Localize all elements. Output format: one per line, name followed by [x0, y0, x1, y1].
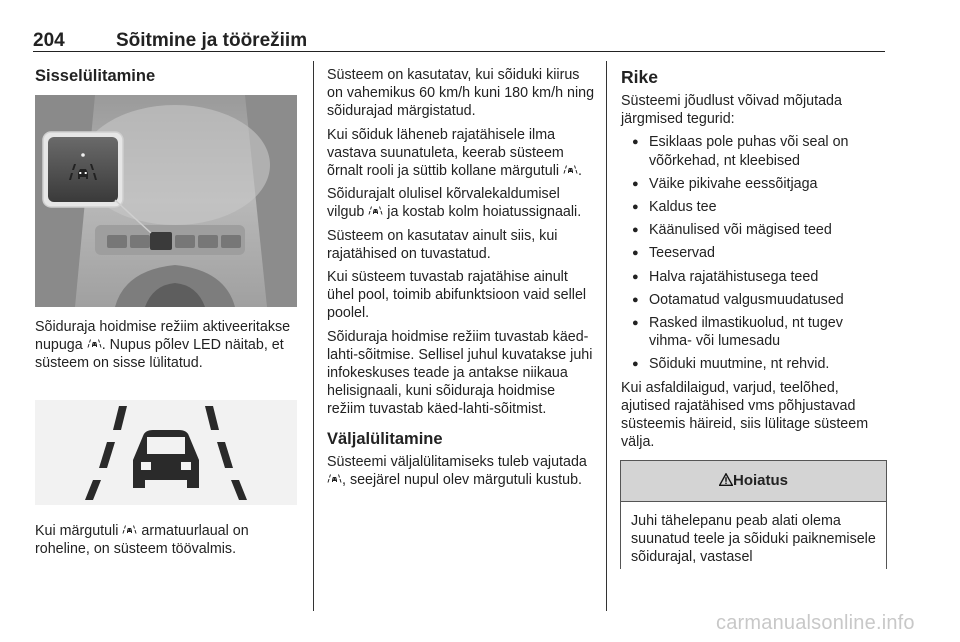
warning-header	[621, 461, 886, 502]
warning-box	[620, 460, 887, 569]
warning-triangle-icon	[719, 473, 733, 486]
page-title: Sõitmine ja töörežiim	[116, 30, 308, 51]
column-1-text-2	[35, 522, 300, 563]
column-3	[621, 66, 887, 456]
paragraph: Sõiduraja hoidmise režiim tuvastab käed-lahti-sõitmise. Sellisel juhul kuvatakse juhi infokeskuses teade ja antakse niikaua helisignaali, kuni sõiduraja hoidmise režiim tuvastab käed-lahti-sõitmist.	[327, 328, 593, 418]
list-item: ● Halva rajatähistusega teed	[621, 268, 887, 286]
paragraph: Kui sõiduk läheneb rajatähisele ilma vastava suunatuleta, keerab süsteem õrnalt rooli ja süttib kollane märgutuli .	[327, 126, 583, 180]
column-divider	[313, 61, 314, 611]
lane-keep-icon	[87, 339, 102, 350]
column-divider	[606, 61, 607, 611]
lane-keep-symbol-figure	[35, 400, 297, 505]
paragraph: Sõidurajalt olulisel kõrvalekaldumisel vilgub ja kostab kolm hoiatussignaali.	[327, 186, 582, 221]
list-item: ● Teeservad	[621, 244, 887, 262]
list-item: ● Käänulised või mägised teed	[621, 221, 887, 239]
ready-paragraph: Kui märgutuli armatuurlaual on roheline, on süsteem töövalmis.	[35, 523, 249, 558]
dashboard-button-photo	[35, 95, 297, 307]
paragraph: Kui asfaldilaigud, varjud, teelõhed, ajutised rajatähised vms põhjustavad süsteemis häireid, siis lülitage süsteem välja.	[621, 379, 869, 451]
column-2	[327, 66, 595, 494]
section-heading-deactivation: Väljalülitamine	[327, 429, 443, 448]
list-item: ● Ootamatud valgusmuudatused	[621, 291, 887, 309]
lane-keep-icon	[563, 165, 578, 176]
list-item: ● Rasked ilmastikuolud, nt tugev vihma- või lumesadu	[621, 314, 887, 350]
lane-keep-icon	[35, 400, 297, 505]
activation-paragraph: Sõiduraja hoidmise režiim aktiveeritakse nupuga . Nupus põlev LED näitab, et süsteem on sisse lülitatud.	[35, 319, 291, 372]
warning-text: Juhi tähelepanu peab alati olema suunatud teele ja sõiduki paiknemisele sõidurajal, vastasel	[631, 513, 876, 566]
warning-title: Hoiatus	[732, 472, 788, 489]
list-item: ● Väike pikivahe eessõitjaga	[621, 175, 887, 193]
page-header	[33, 30, 885, 52]
list-item: ● Kaldus tee	[621, 198, 887, 216]
column-1	[35, 66, 300, 86]
section-heading-activation: Sisselülitamine	[35, 67, 156, 85]
header-rule	[33, 51, 885, 52]
lane-keep-icon	[122, 525, 137, 536]
list-item: ● Sõiduki muutmine, nt rehvid.	[621, 355, 887, 373]
fault-factor-list	[621, 133, 887, 373]
page-number: 204	[33, 30, 65, 51]
list-item: ● Esiklaas pole puhas või seal on võõrkehad, nt kleebised	[621, 133, 887, 169]
paragraph: Süsteemi väljalülitamiseks tuleb vajutada , seejärel nupul olev märgutuli kustub.	[327, 453, 587, 488]
paragraph: Süsteemi jõudlust võivad mõjutada järgmised tegurid:	[621, 93, 842, 128]
lane-keep-icon	[368, 206, 383, 217]
paragraph: Süsteem on kasutatav, kui sõiduki kiirus on vahemikus 60 km/h kuni 180 km/h ning sõidurajad märgistatud.	[327, 67, 595, 120]
section-heading-fault: Rike	[621, 67, 658, 87]
lane-keep-icon	[327, 474, 342, 485]
watermark: carmanualsonline.info	[716, 612, 915, 634]
paragraph: Süsteem on kasutatav ainult siis, kui rajatähised on tuvastatud.	[327, 227, 558, 262]
column-1-text	[35, 318, 300, 378]
paragraph: Kui süsteem tuvastab rajatähise ainult ühel pool, toimib abifunktsioon vaid sellel poolel.	[327, 269, 587, 322]
